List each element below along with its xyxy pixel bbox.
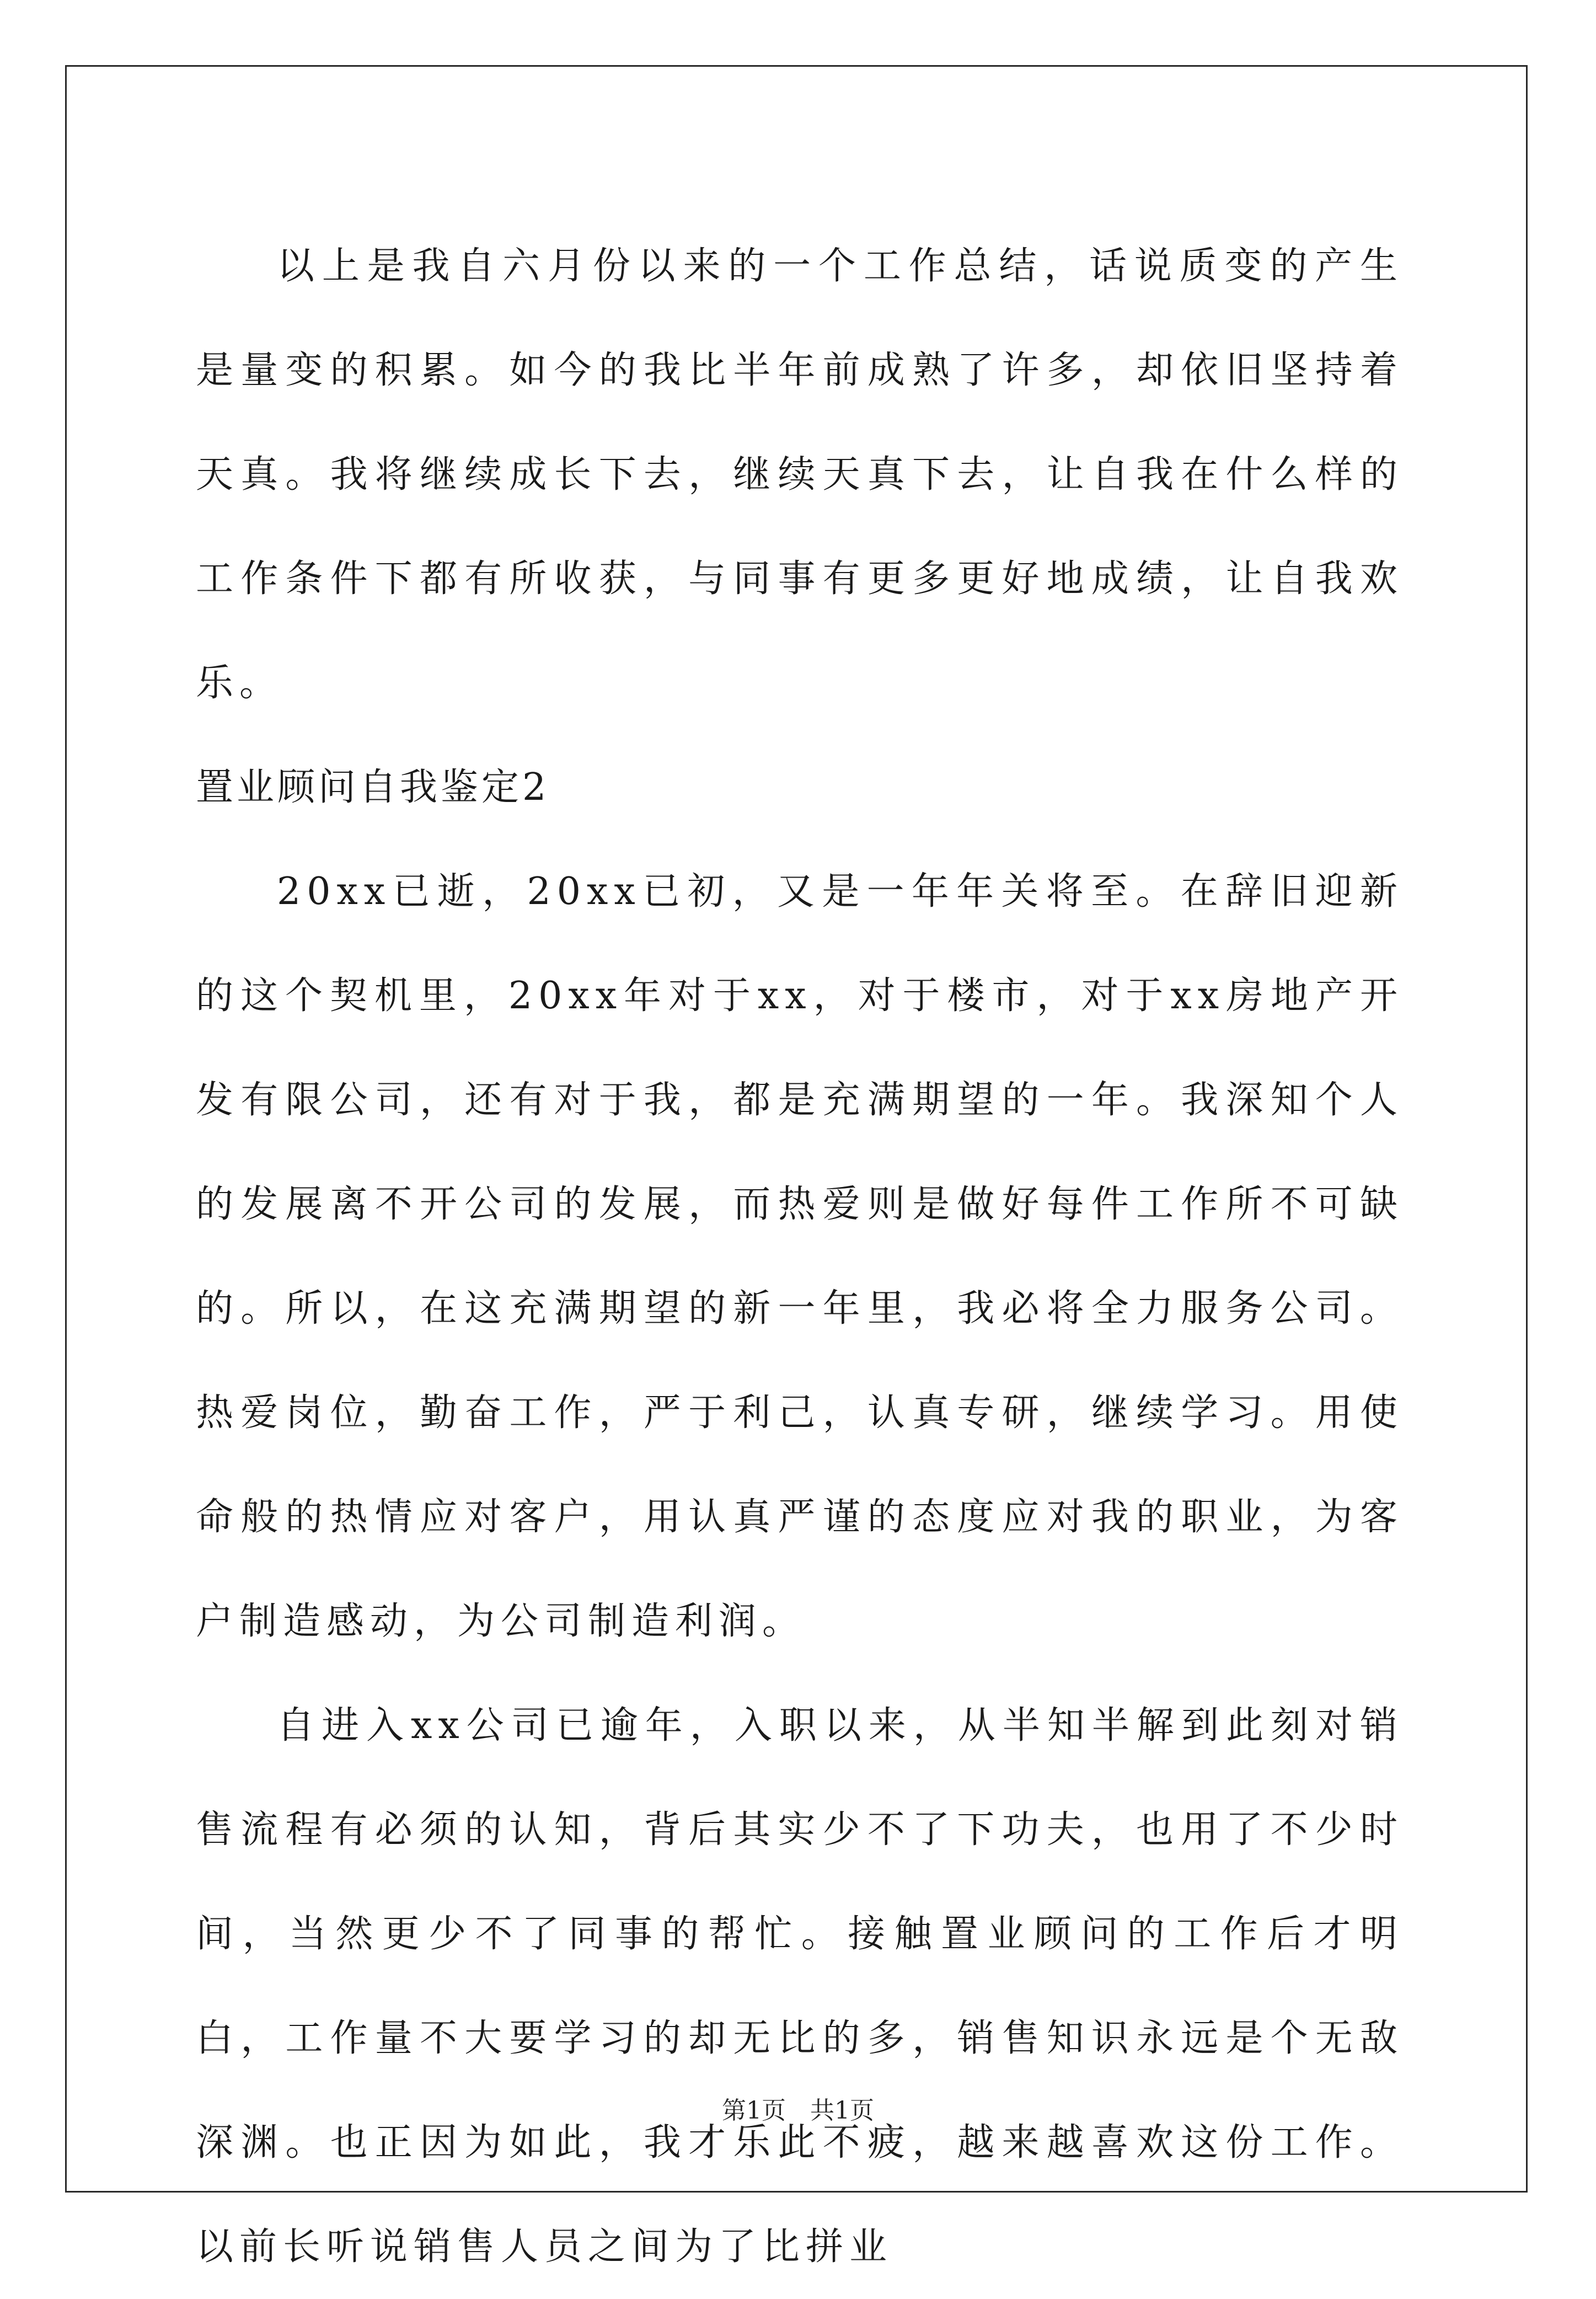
page-footer bbox=[0, 2091, 1596, 2126]
paragraph-career: 自进入xx公司已逾年，入职以来，从半知半解到此刻对销售流程有必须的认知，背后其实少不了下功夫，也用了不少时间，当然更少不了同事的帮忙。接触置业顾问的工作后才明白，工作量不大要学习的却无比的多，销售知识永远是个无敌深渊。也正因为如此，我才乐此不疲，越来越喜欢这份工作。以前长听说销售人员之间为了比拼业 bbox=[196, 1704, 1404, 2269]
paragraph-new-year: 20xx已逝，20xx已初，又是一年年关将至。在辞旧迎新的这个契机里，20xx年对于xx，对于楼市，对于xx房地产开发有限公司，还有对于我，都是充满期望的一年。我深知个人的发展离不开公司的发展，而热爱则是做好每件工作所不可缺的。所以，在这充满期望的新一年里，我必将全力服务公司。热爱岗位，勤奋工作，严于利己，认真专研，继续学习。用使命般的热情应对客户，用认真严谨的态度应对我的职业，为客户制造感动，为公司制造利润。 bbox=[196, 870, 1404, 1643]
page-number: 第1页 bbox=[722, 2097, 786, 2125]
page-total: 共1页 bbox=[810, 2097, 874, 2125]
section-heading: 置业顾问自我鉴定2 bbox=[196, 766, 550, 809]
document-body bbox=[196, 214, 1404, 2299]
paragraph-summary: 以上是我自六月份以来的一个工作总结，话说质变的产生是量变的积累。如今的我比半年前成熟了许多，却依旧坚持着天真。我将继续成长下去，继续天真下去，让自我在什么样的工作条件下都有所收获，与同事有更多更好地成绩，让自我欢乐。 bbox=[196, 244, 1404, 705]
